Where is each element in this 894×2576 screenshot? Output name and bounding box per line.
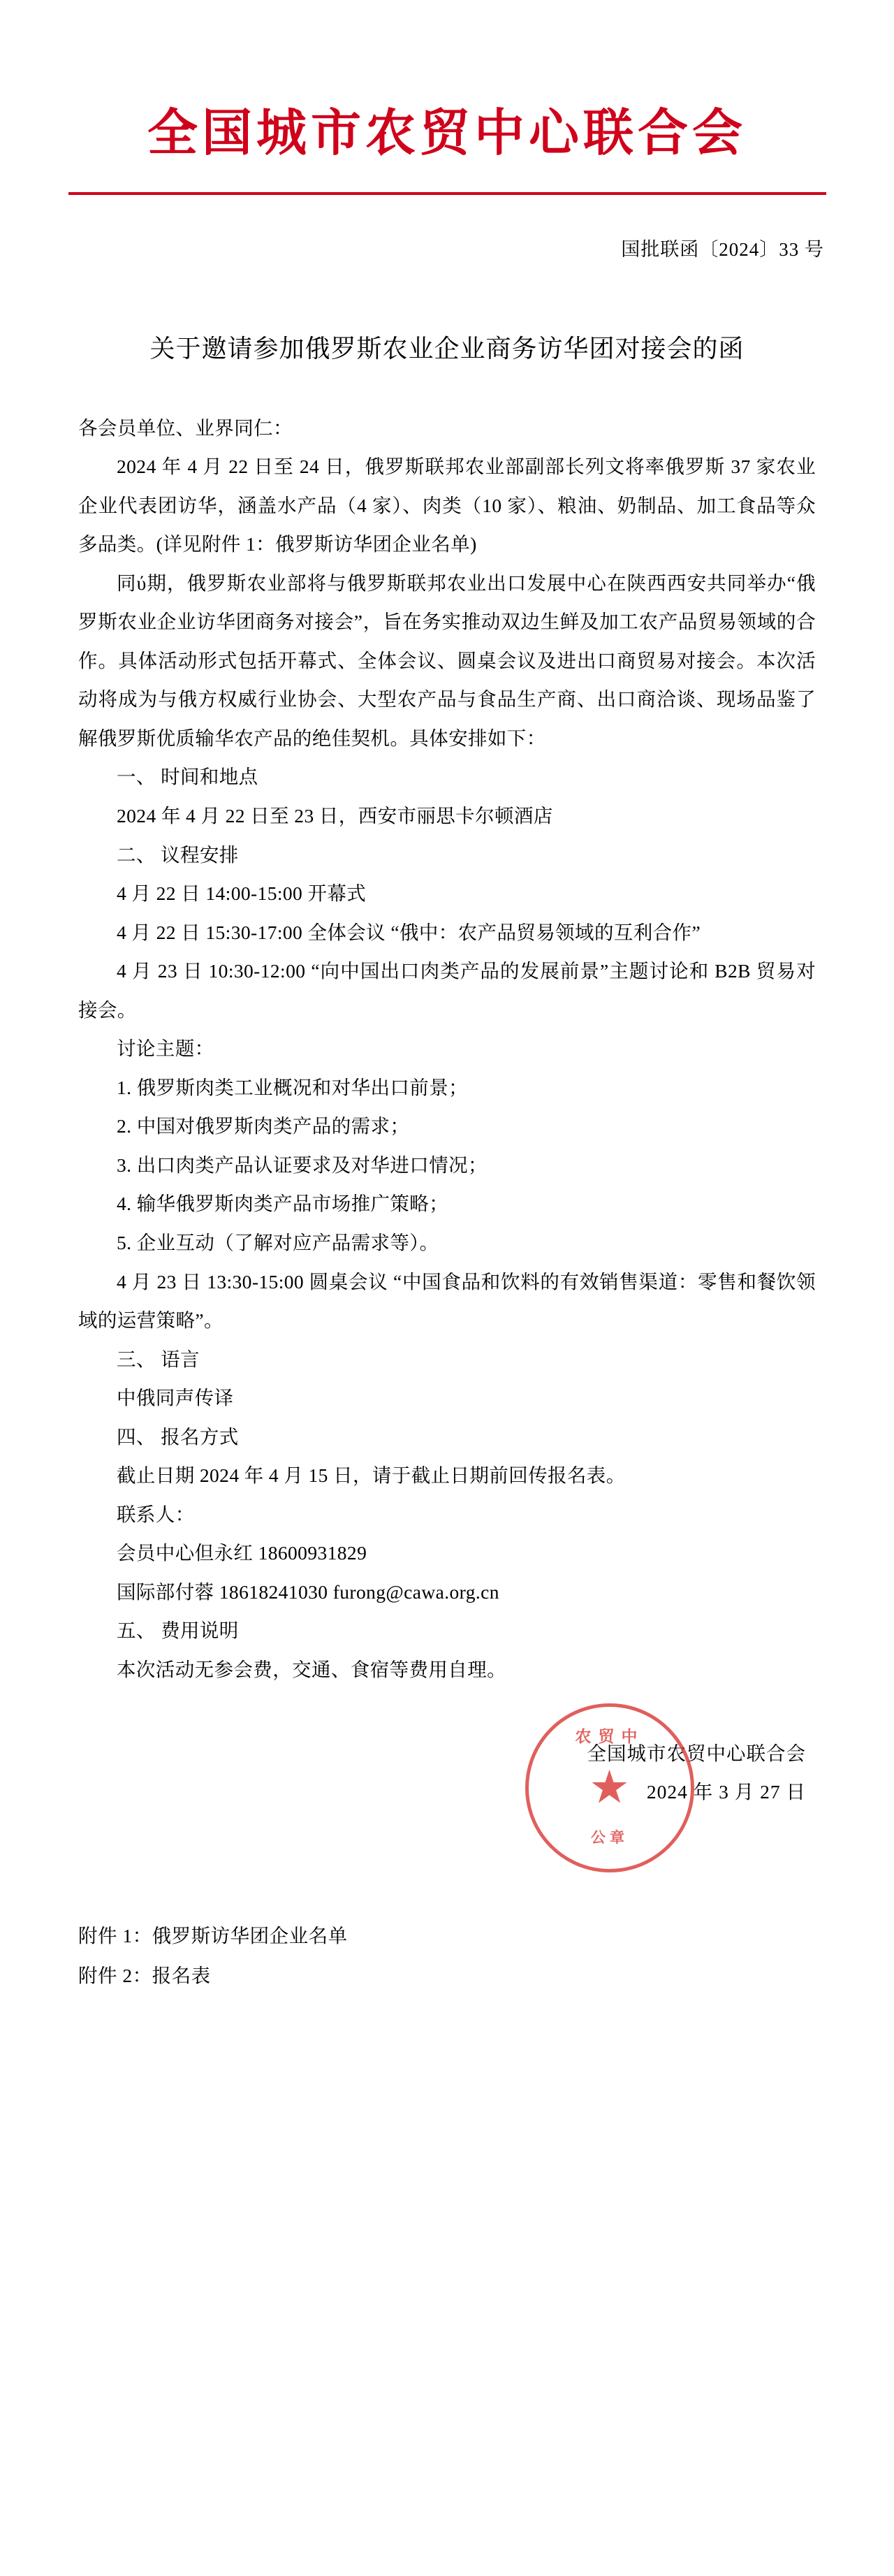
salutation: 各会员单位、业界同仁：: [78, 416, 293, 439]
contact-member-center: 会员中心但永红 18600931829: [117, 1542, 367, 1564]
topic-item: 1. 俄罗斯肉类工业概况和对华出口前景；: [117, 1076, 468, 1098]
topic-item: 3. 出口肉类产品认证要求及对华进口情况；: [117, 1154, 488, 1176]
signature-block: [0, 1727, 806, 1846]
section-3-line: 中俄同声传译: [117, 1387, 234, 1409]
letterhead: [0, 0, 894, 195]
agenda-item: 4 月 22 日 15:30-17:00 全体会议 “俄中：农产品贸易领域的互利合作”: [117, 921, 701, 943]
agenda-item-last: 4 月 23 日 13:30-15:00 圆桌会议 “中国食品和饮料的有效销售渠道：零售和餐饮领域的运营策略”。: [78, 1270, 816, 1332]
topic-item: 2. 中国对俄罗斯肉类产品的需求；: [117, 1115, 410, 1137]
agenda-item: 4 月 23 日 10:30-12:00 “向中国出口肉类产品的发展前景”主题讨论和 B2B 贸易对接会。: [78, 960, 816, 1021]
signature-organization: 全国城市农贸中心联合会: [587, 1742, 806, 1764]
letterhead-divider: [68, 192, 826, 195]
document-body: [78, 409, 816, 1689]
section-3-heading: 三、 语言: [117, 1348, 200, 1370]
section-4-line: 截止日期 2024 年 4 月 15 日，请于截止日期前回传报名表。: [117, 1464, 626, 1487]
topics-heading: 讨论主题：: [117, 1038, 214, 1060]
section-1-line: 2024 年 4 月 22 日至 23 日，西安市丽思卡尔顿酒店: [117, 804, 553, 827]
attachment-item: 附件 2：报名表: [78, 1965, 211, 1987]
document-number: 国批联函〔2024〕33 号: [621, 239, 824, 261]
seal-star-icon: ★: [590, 1766, 629, 1809]
attachments-list: [78, 1916, 816, 1997]
attachment-item: 附件 1：俄罗斯访华团企业名单: [78, 1924, 348, 1946]
signature-date: 2024 年 3 月 27 日: [646, 1780, 806, 1803]
agenda-item: 4 月 22 日 14:00-15:00 开幕式: [117, 882, 367, 905]
section-1-heading: 一、 时间和地点: [117, 766, 258, 788]
body-paragraph-1: 2024 年 4 月 22 日至 24 日，俄罗斯联邦农业部副部长列文将率俄罗斯 37 家农业企业代表团访华，涵盖水产品（4 家）、肉类（10 家）、粮油、奶制品、加工食品等众多品类。(详见附件 1：俄罗斯访华团企业名单): [78, 456, 816, 555]
section-5-line: 本次活动无参会费，交通、食宿等费用自理。: [117, 1659, 506, 1680]
topic-item: 5. 企业互动（了解对应产品需求等）。: [117, 1231, 439, 1253]
seal-top-text: 农贸中: [575, 1727, 645, 1745]
contact-heading: 联系人：: [117, 1503, 195, 1525]
contact-international-dept: 国际部付蓉 18618241030 furong@cawa.org.cn: [117, 1580, 499, 1603]
section-2-heading: 二、 议程安排: [117, 843, 239, 866]
topic-item: 4. 输华俄罗斯肉类产品市场推广策略；: [117, 1193, 449, 1215]
page-title: 关于邀请参加俄罗斯农业企业商务访华团对接会的函: [149, 335, 745, 363]
body-paragraph-2: 同ύ期，俄罗斯农业部将与俄罗斯联邦农业出口发展中心在陕西西安共同举办“俄罗斯农业企业访华团商务对接会”，旨在务实推动双边生鲜及加工农产品贸易领域的合作。具体活动形式包括开幕式、全体会议、圆桌会议及进出口商贸易对接会。本次活动将成为与俄方权威行业协会、大型农产品与食品生产商、出口商洽谈、现场品鉴了解俄罗斯优质输华农产品的绝佳契机。具体安排如下：: [78, 572, 816, 749]
section-5-heading: 五、 费用说明: [117, 1620, 239, 1642]
letterhead-organization: 全国城市农贸中心联合会: [147, 103, 747, 162]
section-4-heading: 四、 报名方式: [117, 1425, 239, 1448]
seal-bottom-text: 公章: [591, 1828, 629, 1846]
